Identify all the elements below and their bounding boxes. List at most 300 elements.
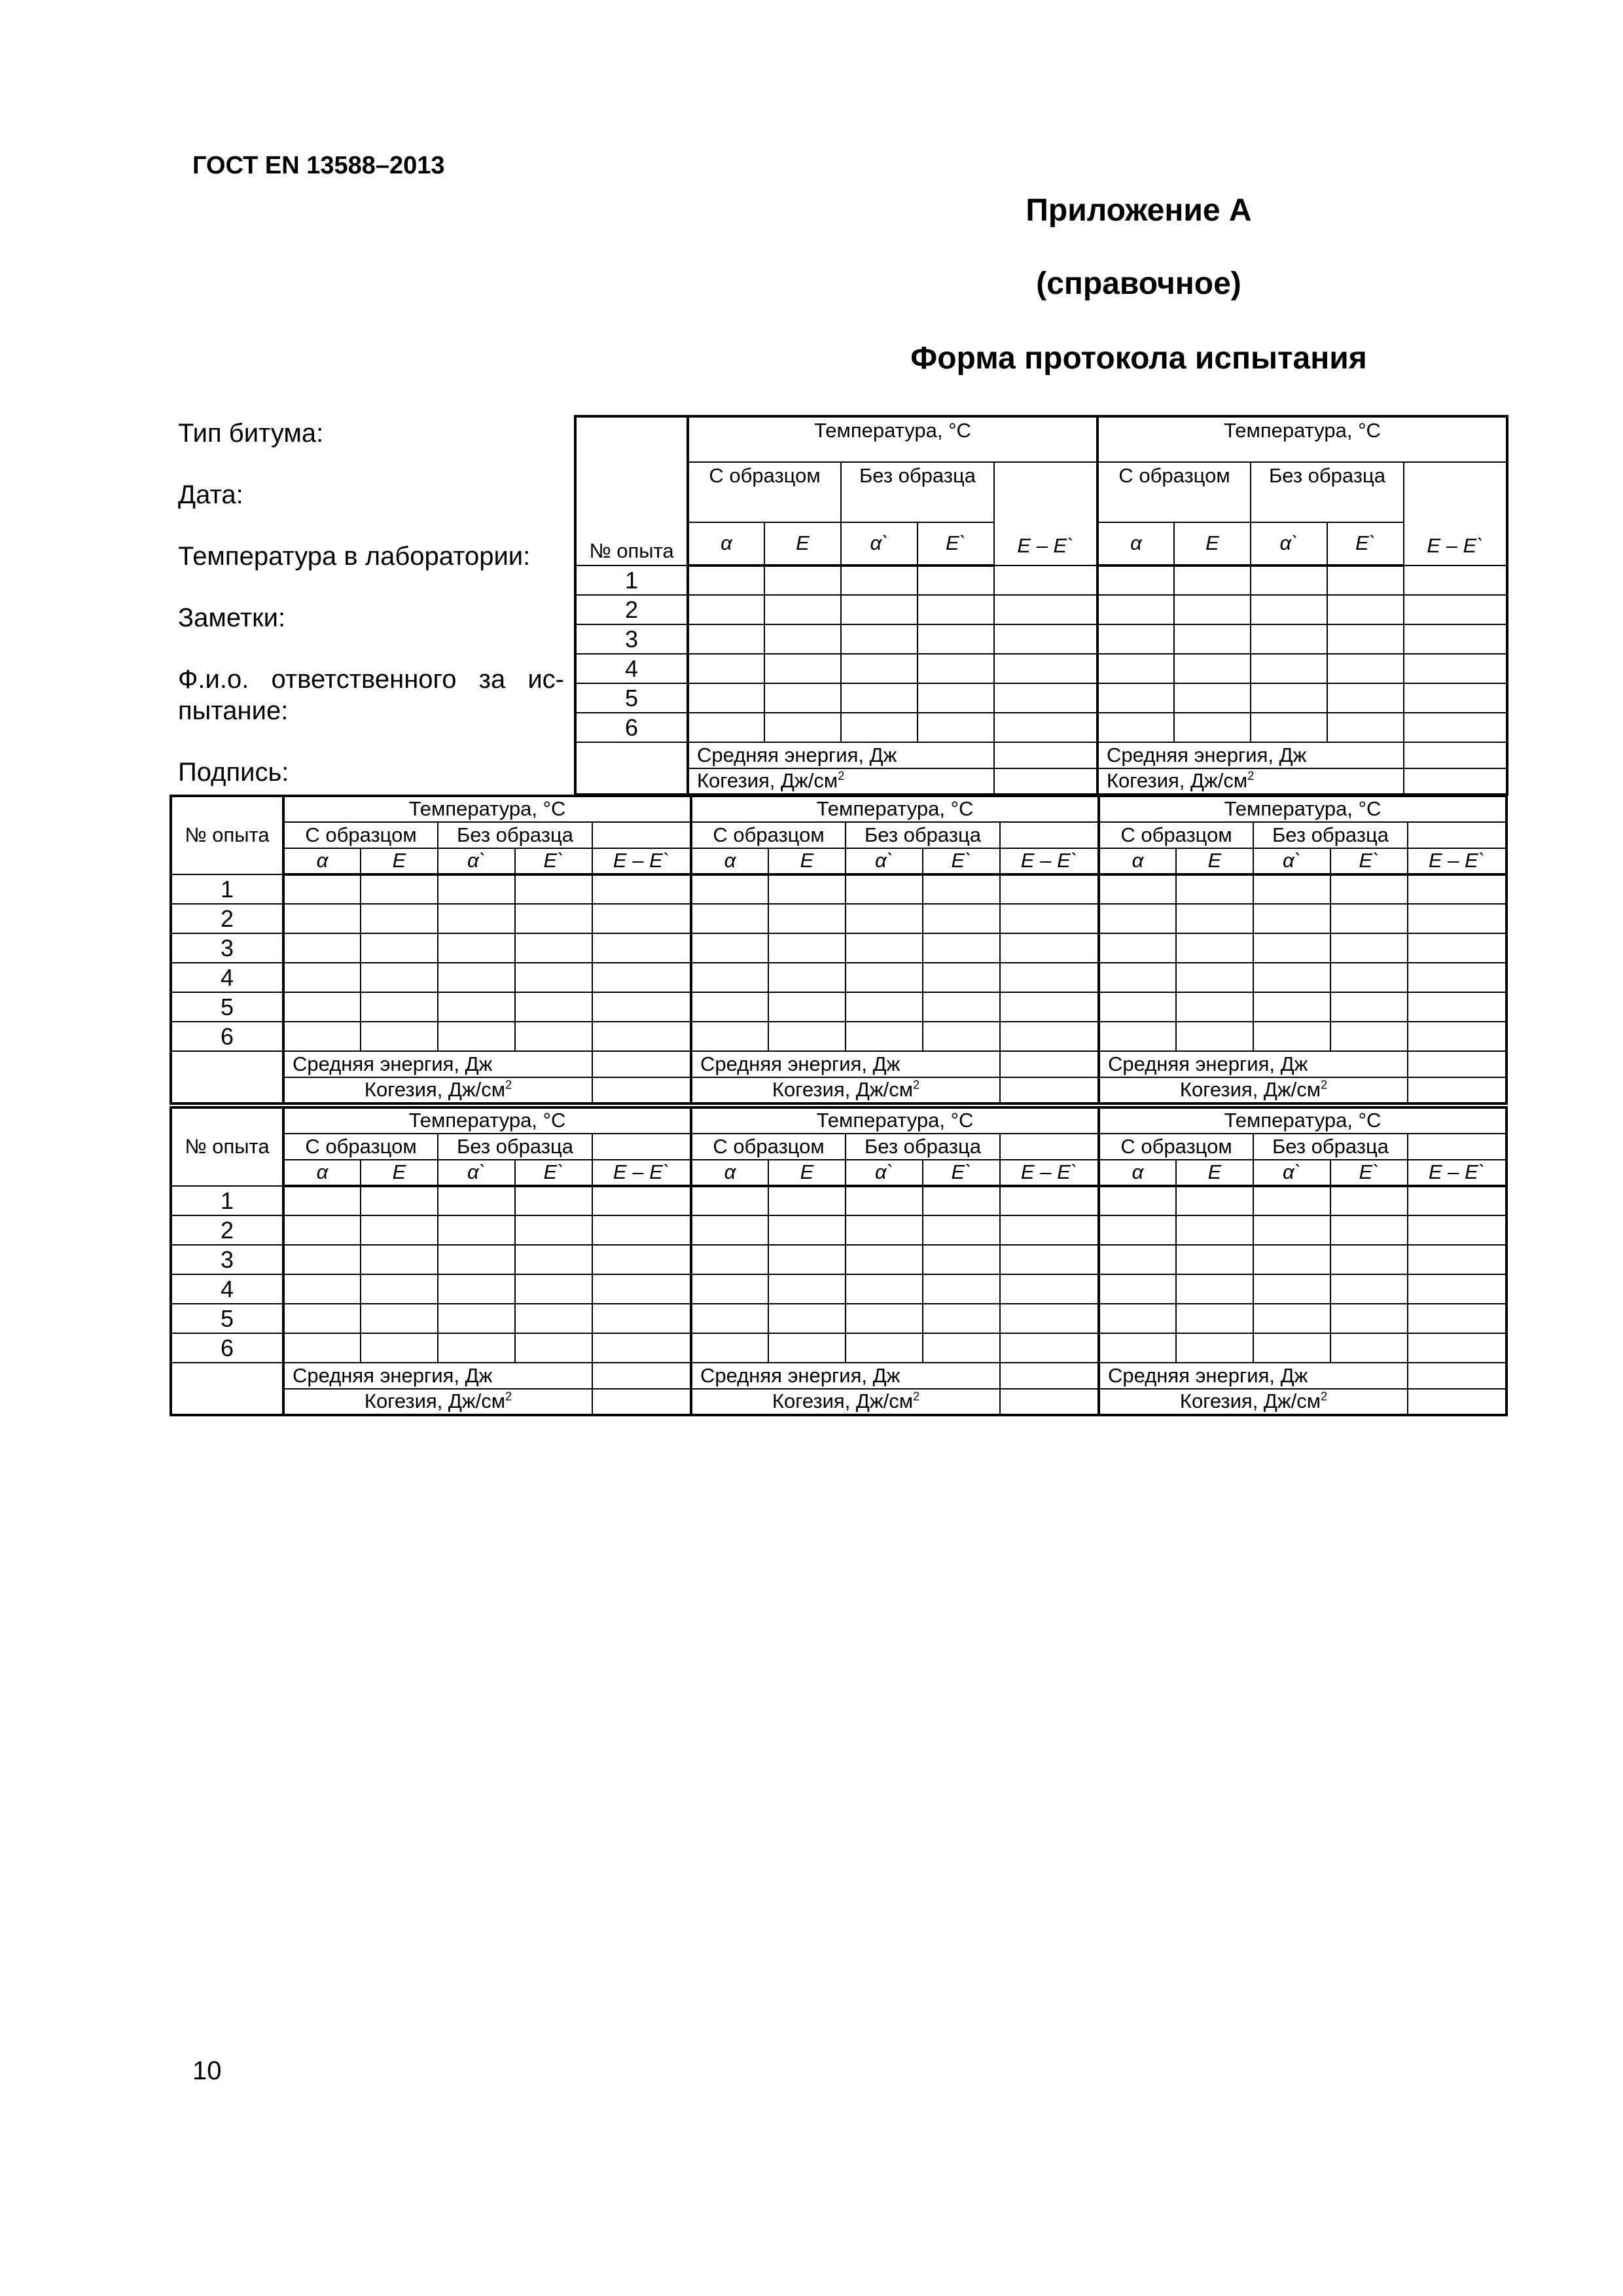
data-cell[interactable] bbox=[1176, 1215, 1253, 1245]
data-cell[interactable] bbox=[592, 1274, 691, 1304]
data-cell[interactable] bbox=[846, 874, 923, 904]
data-cell[interactable] bbox=[768, 874, 846, 904]
data-cell[interactable] bbox=[515, 933, 592, 963]
data-cell[interactable] bbox=[1000, 1215, 1099, 1245]
data-cell[interactable] bbox=[1253, 1186, 1330, 1215]
data-cell[interactable] bbox=[1176, 1333, 1253, 1363]
data-cell[interactable] bbox=[1330, 1304, 1408, 1333]
data-cell[interactable] bbox=[1408, 992, 1507, 1022]
data-cell[interactable] bbox=[1174, 683, 1251, 713]
data-cell[interactable] bbox=[1251, 713, 1327, 742]
temperature-header: Температура, °C bbox=[1099, 1107, 1507, 1134]
data-cell[interactable] bbox=[438, 1245, 515, 1274]
data-cell[interactable] bbox=[361, 933, 438, 963]
cohesion-unit-exponent: 2 bbox=[1321, 1390, 1328, 1403]
data-cell[interactable] bbox=[1327, 713, 1404, 742]
data-cell[interactable] bbox=[592, 1186, 691, 1215]
average-energy-value[interactable] bbox=[1000, 1363, 1099, 1389]
data-cell[interactable] bbox=[361, 1245, 438, 1274]
with-sample-header: С образцом bbox=[1099, 1134, 1253, 1160]
data-cell[interactable] bbox=[688, 654, 764, 683]
data-cell[interactable] bbox=[764, 624, 841, 654]
header-row-temperature bbox=[575, 416, 1507, 462]
data-cell[interactable] bbox=[1099, 874, 1176, 904]
alpha-header: α bbox=[1099, 1160, 1176, 1186]
data-cell[interactable] bbox=[438, 1215, 515, 1245]
header-row-temperature bbox=[171, 1107, 1507, 1134]
data-cell[interactable] bbox=[1000, 904, 1099, 933]
temperature-header: Температура, °C bbox=[691, 1107, 1099, 1134]
data-cell[interactable] bbox=[1253, 1215, 1330, 1245]
data-cell[interactable] bbox=[1253, 992, 1330, 1022]
data-cell[interactable] bbox=[1330, 1186, 1408, 1215]
trial-number: 5 bbox=[171, 1304, 283, 1333]
energy-difference-header: E – E` bbox=[1408, 848, 1507, 874]
data-cell[interactable] bbox=[1253, 933, 1330, 963]
data-cell[interactable] bbox=[841, 654, 918, 683]
data-cell[interactable] bbox=[1099, 933, 1176, 963]
cohesion-value[interactable] bbox=[1408, 1077, 1507, 1103]
empty-cell bbox=[1408, 822, 1507, 848]
data-cell[interactable] bbox=[438, 1304, 515, 1333]
data-cell[interactable] bbox=[1251, 654, 1327, 683]
data-cell[interactable] bbox=[1000, 874, 1099, 904]
data-cell[interactable] bbox=[1327, 565, 1404, 595]
data-cell[interactable] bbox=[1404, 683, 1507, 713]
data-cell[interactable] bbox=[1330, 904, 1408, 933]
data-cell[interactable] bbox=[918, 713, 994, 742]
data-cell[interactable] bbox=[515, 1245, 592, 1274]
data-cell[interactable] bbox=[846, 904, 923, 933]
cohesion-value[interactable] bbox=[592, 1077, 691, 1103]
data-cell[interactable] bbox=[846, 933, 923, 963]
average-energy-value[interactable] bbox=[592, 1051, 691, 1077]
empty-cell bbox=[1408, 1134, 1507, 1160]
data-cell[interactable] bbox=[1097, 683, 1174, 713]
data-cell[interactable] bbox=[923, 1274, 1000, 1304]
cohesion-unit-exponent: 2 bbox=[1321, 1078, 1328, 1092]
with-sample-header: С образцом bbox=[1099, 822, 1253, 848]
data-cell[interactable] bbox=[438, 1022, 515, 1051]
energy-difference-header: E – E` bbox=[592, 1160, 691, 1186]
data-cell[interactable] bbox=[1099, 904, 1176, 933]
data-cell[interactable] bbox=[1408, 1274, 1507, 1304]
data-cell[interactable] bbox=[994, 683, 1097, 713]
data-cell[interactable] bbox=[438, 1333, 515, 1363]
data-cell[interactable] bbox=[994, 624, 1097, 654]
data-cell[interactable] bbox=[691, 933, 768, 963]
data-cell[interactable] bbox=[361, 1274, 438, 1304]
data-cell[interactable] bbox=[1330, 1245, 1408, 1274]
average-energy-label: Средняя энергия, Дж bbox=[283, 1363, 592, 1389]
data-cell[interactable] bbox=[688, 595, 764, 624]
data-cell[interactable] bbox=[1253, 1304, 1330, 1333]
data-cell[interactable] bbox=[1408, 1245, 1507, 1274]
data-cell[interactable] bbox=[688, 683, 764, 713]
data-cell[interactable] bbox=[918, 595, 994, 624]
data-cell[interactable] bbox=[994, 565, 1097, 595]
data-cell[interactable] bbox=[1253, 1274, 1330, 1304]
cohesion-label bbox=[691, 1077, 1000, 1103]
data-cell[interactable] bbox=[918, 654, 994, 683]
data-cell[interactable] bbox=[1099, 1215, 1176, 1245]
data-cell[interactable] bbox=[1000, 992, 1099, 1022]
empty-cell bbox=[171, 1051, 283, 1103]
cohesion-value[interactable] bbox=[1000, 1389, 1099, 1415]
data-cell[interactable] bbox=[768, 992, 846, 1022]
energy-difference-header: E – E` bbox=[592, 848, 691, 874]
with-sample-header: С образцом bbox=[283, 1134, 438, 1160]
data-cell[interactable] bbox=[923, 1215, 1000, 1245]
cohesion-value[interactable] bbox=[1408, 1389, 1507, 1415]
data-cell[interactable] bbox=[923, 1186, 1000, 1215]
data-cell[interactable] bbox=[923, 992, 1000, 1022]
data-cell[interactable] bbox=[918, 683, 994, 713]
data-cell[interactable] bbox=[846, 1304, 923, 1333]
data-cell[interactable] bbox=[1408, 1186, 1507, 1215]
data-cell[interactable] bbox=[283, 874, 361, 904]
data-cell[interactable] bbox=[283, 1274, 361, 1304]
data-cell[interactable] bbox=[994, 654, 1097, 683]
data-cell[interactable] bbox=[1404, 713, 1507, 742]
energy-prime-header: E` bbox=[1330, 848, 1408, 874]
data-cell[interactable] bbox=[846, 1274, 923, 1304]
data-cell[interactable] bbox=[515, 1304, 592, 1333]
data-cell[interactable] bbox=[923, 904, 1000, 933]
data-cell[interactable] bbox=[691, 1333, 768, 1363]
energy-header: E bbox=[764, 522, 841, 565]
data-cell[interactable] bbox=[841, 683, 918, 713]
without-sample-header: Без образца bbox=[1251, 462, 1404, 522]
data-cell[interactable] bbox=[923, 963, 1000, 992]
data-cell[interactable] bbox=[923, 1245, 1000, 1274]
data-cell[interactable] bbox=[1000, 933, 1099, 963]
data-cell[interactable] bbox=[768, 1186, 846, 1215]
data-cell[interactable] bbox=[923, 1333, 1000, 1363]
data-cell[interactable] bbox=[1097, 595, 1174, 624]
data-cell[interactable] bbox=[283, 1304, 361, 1333]
data-cell[interactable] bbox=[1000, 1274, 1099, 1304]
alpha-prime-header: α` bbox=[438, 848, 515, 874]
trial-number: 6 bbox=[575, 713, 688, 742]
temperature-header: Температура, °C bbox=[1099, 796, 1507, 822]
empty-cell bbox=[592, 1134, 691, 1160]
data-cell[interactable] bbox=[691, 992, 768, 1022]
data-cell[interactable] bbox=[438, 992, 515, 1022]
energy-header: E bbox=[768, 848, 846, 874]
data-cell[interactable] bbox=[1097, 713, 1174, 742]
data-cell[interactable] bbox=[691, 874, 768, 904]
data-cell[interactable] bbox=[1408, 963, 1507, 992]
data-cell[interactable] bbox=[438, 1274, 515, 1304]
data-cell[interactable] bbox=[1253, 963, 1330, 992]
data-cell[interactable] bbox=[438, 933, 515, 963]
cohesion-label bbox=[1099, 1077, 1408, 1103]
data-cell[interactable] bbox=[592, 1215, 691, 1245]
data-cell[interactable] bbox=[768, 933, 846, 963]
trial-number: 1 bbox=[171, 874, 283, 904]
trial-number: 2 bbox=[171, 1215, 283, 1245]
data-cell[interactable] bbox=[764, 713, 841, 742]
data-cell[interactable] bbox=[1099, 1022, 1176, 1051]
data-cell[interactable] bbox=[1176, 1186, 1253, 1215]
appendix-type: (справочное) bbox=[1036, 266, 1241, 301]
data-cell[interactable] bbox=[691, 1022, 768, 1051]
data-cell[interactable] bbox=[1251, 683, 1327, 713]
data-cell[interactable] bbox=[688, 565, 764, 595]
data-cell[interactable] bbox=[1408, 1304, 1507, 1333]
data-cell[interactable] bbox=[1330, 1274, 1408, 1304]
data-cell[interactable] bbox=[1097, 624, 1174, 654]
average-energy-value[interactable] bbox=[592, 1363, 691, 1389]
data-cell[interactable] bbox=[841, 713, 918, 742]
data-cell[interactable] bbox=[592, 1245, 691, 1274]
data-cell[interactable] bbox=[923, 933, 1000, 963]
data-cell[interactable] bbox=[438, 1186, 515, 1215]
data-cell[interactable] bbox=[361, 904, 438, 933]
data-cell[interactable] bbox=[1097, 654, 1174, 683]
data-cell[interactable] bbox=[1253, 874, 1330, 904]
data-cell[interactable] bbox=[283, 933, 361, 963]
data-cell[interactable] bbox=[768, 1245, 846, 1274]
data-cell[interactable] bbox=[691, 1215, 768, 1245]
data-cell[interactable] bbox=[283, 1186, 361, 1215]
data-cell[interactable] bbox=[592, 904, 691, 933]
data-cell[interactable] bbox=[438, 874, 515, 904]
data-cell[interactable] bbox=[1251, 565, 1327, 595]
data-cell[interactable] bbox=[1330, 963, 1408, 992]
data-cell[interactable] bbox=[361, 1333, 438, 1363]
data-cell[interactable] bbox=[515, 963, 592, 992]
data-cell[interactable] bbox=[1251, 595, 1327, 624]
average-energy-value[interactable] bbox=[1000, 1051, 1099, 1077]
data-cell[interactable] bbox=[1099, 1186, 1176, 1215]
data-cell[interactable] bbox=[923, 874, 1000, 904]
data-cell[interactable] bbox=[515, 874, 592, 904]
data-cell[interactable] bbox=[1176, 904, 1253, 933]
data-cell[interactable] bbox=[438, 963, 515, 992]
data-cell[interactable] bbox=[1330, 1215, 1408, 1245]
data-cell[interactable] bbox=[1253, 1022, 1330, 1051]
data-cell[interactable] bbox=[1253, 1333, 1330, 1363]
without-sample-header: Без образца bbox=[846, 822, 1000, 848]
data-cell[interactable] bbox=[846, 1245, 923, 1274]
data-cell[interactable] bbox=[1327, 595, 1404, 624]
data-cell[interactable] bbox=[1408, 1022, 1507, 1051]
date-label: Дата: bbox=[178, 480, 243, 509]
data-cell[interactable] bbox=[438, 904, 515, 933]
data-cell[interactable] bbox=[768, 1304, 846, 1333]
cohesion-value[interactable] bbox=[592, 1389, 691, 1415]
responsible-person-label: Ф.и.о. ответственного за ис-пытание: bbox=[178, 665, 564, 725]
data-cell[interactable] bbox=[515, 1186, 592, 1215]
data-cell[interactable] bbox=[1330, 1333, 1408, 1363]
data-cell[interactable] bbox=[1097, 565, 1174, 595]
data-cell[interactable] bbox=[1000, 963, 1099, 992]
protocol-table-2 bbox=[169, 795, 1508, 1105]
data-cell[interactable] bbox=[1253, 1245, 1330, 1274]
data-cell[interactable] bbox=[1174, 595, 1251, 624]
data-cell[interactable] bbox=[846, 1215, 923, 1245]
data-cell[interactable] bbox=[764, 595, 841, 624]
data-cell[interactable] bbox=[515, 992, 592, 1022]
data-cell[interactable] bbox=[1330, 874, 1408, 904]
data-cell[interactable] bbox=[691, 1186, 768, 1215]
data-cell[interactable] bbox=[1408, 1333, 1507, 1363]
data-cell[interactable] bbox=[1176, 1245, 1253, 1274]
table-row bbox=[575, 683, 1507, 713]
data-cell[interactable] bbox=[1404, 565, 1507, 595]
data-cell[interactable] bbox=[768, 1274, 846, 1304]
data-cell[interactable] bbox=[691, 1304, 768, 1333]
data-cell[interactable] bbox=[1099, 963, 1176, 992]
data-cell[interactable] bbox=[1408, 874, 1507, 904]
data-cell[interactable] bbox=[592, 874, 691, 904]
data-cell[interactable] bbox=[841, 565, 918, 595]
data-cell[interactable] bbox=[361, 1186, 438, 1215]
data-cell[interactable] bbox=[846, 1186, 923, 1215]
data-cell[interactable] bbox=[1099, 1304, 1176, 1333]
data-cell[interactable] bbox=[918, 624, 994, 654]
average-energy-value[interactable] bbox=[1404, 742, 1507, 768]
data-cell[interactable] bbox=[283, 1333, 361, 1363]
data-cell[interactable] bbox=[768, 904, 846, 933]
data-cell[interactable] bbox=[592, 1333, 691, 1363]
data-cell[interactable] bbox=[1099, 1245, 1176, 1274]
data-cell[interactable] bbox=[1099, 1333, 1176, 1363]
energy-header: E bbox=[768, 1160, 846, 1186]
data-cell[interactable] bbox=[768, 1022, 846, 1051]
data-cell[interactable] bbox=[1330, 933, 1408, 963]
data-cell[interactable] bbox=[1408, 933, 1507, 963]
data-cell[interactable] bbox=[841, 624, 918, 654]
data-cell[interactable] bbox=[1404, 624, 1507, 654]
header-row-sample bbox=[171, 822, 1507, 848]
data-cell[interactable] bbox=[846, 1022, 923, 1051]
data-cell[interactable] bbox=[283, 904, 361, 933]
data-cell[interactable] bbox=[846, 963, 923, 992]
cohesion-value[interactable] bbox=[1404, 768, 1507, 795]
data-cell[interactable] bbox=[1176, 1304, 1253, 1333]
data-cell[interactable] bbox=[361, 963, 438, 992]
data-cell[interactable] bbox=[688, 713, 764, 742]
data-cell[interactable] bbox=[1404, 654, 1507, 683]
data-cell[interactable] bbox=[1327, 683, 1404, 713]
data-cell[interactable] bbox=[1176, 963, 1253, 992]
cohesion-text: Когезия, Дж/см bbox=[364, 1390, 506, 1413]
data-cell[interactable] bbox=[515, 1215, 592, 1245]
data-cell[interactable] bbox=[1000, 1186, 1099, 1215]
data-cell[interactable] bbox=[1174, 624, 1251, 654]
data-cell[interactable] bbox=[515, 1274, 592, 1304]
data-cell[interactable] bbox=[691, 904, 768, 933]
with-sample-header: С образцом bbox=[1097, 462, 1251, 522]
table-row bbox=[171, 1215, 1507, 1245]
data-cell[interactable] bbox=[1408, 1215, 1507, 1245]
data-cell[interactable] bbox=[764, 683, 841, 713]
data-cell[interactable] bbox=[1251, 624, 1327, 654]
cohesion-value[interactable] bbox=[994, 768, 1097, 795]
data-cell[interactable] bbox=[1327, 624, 1404, 654]
data-cell[interactable] bbox=[691, 963, 768, 992]
data-cell[interactable] bbox=[1176, 1022, 1253, 1051]
data-cell[interactable] bbox=[691, 1245, 768, 1274]
data-cell[interactable] bbox=[1176, 874, 1253, 904]
data-cell[interactable] bbox=[1000, 1333, 1099, 1363]
data-cell[interactable] bbox=[283, 1245, 361, 1274]
data-cell[interactable] bbox=[1000, 1304, 1099, 1333]
data-cell[interactable] bbox=[768, 1215, 846, 1245]
data-cell[interactable] bbox=[1176, 1274, 1253, 1304]
data-cell[interactable] bbox=[846, 992, 923, 1022]
data-cell[interactable] bbox=[283, 1215, 361, 1245]
data-cell[interactable] bbox=[1174, 654, 1251, 683]
average-energy-value[interactable] bbox=[994, 742, 1097, 768]
data-cell[interactable] bbox=[1404, 595, 1507, 624]
data-cell[interactable] bbox=[283, 1022, 361, 1051]
data-cell[interactable] bbox=[1174, 713, 1251, 742]
data-cell[interactable] bbox=[592, 963, 691, 992]
data-cell[interactable] bbox=[1327, 654, 1404, 683]
data-cell[interactable] bbox=[923, 1022, 1000, 1051]
data-cell[interactable] bbox=[841, 595, 918, 624]
data-cell[interactable] bbox=[923, 1304, 1000, 1333]
data-cell[interactable] bbox=[764, 654, 841, 683]
table-row bbox=[171, 1304, 1507, 1333]
data-cell[interactable] bbox=[1174, 565, 1251, 595]
data-cell[interactable] bbox=[361, 874, 438, 904]
data-cell[interactable] bbox=[1408, 904, 1507, 933]
data-cell[interactable] bbox=[592, 992, 691, 1022]
energy-header: E bbox=[361, 1160, 438, 1186]
data-cell[interactable] bbox=[994, 595, 1097, 624]
data-cell[interactable] bbox=[592, 933, 691, 963]
data-cell[interactable] bbox=[515, 1333, 592, 1363]
data-cell[interactable] bbox=[764, 565, 841, 595]
data-cell[interactable] bbox=[1176, 992, 1253, 1022]
data-cell[interactable] bbox=[361, 992, 438, 1022]
data-cell[interactable] bbox=[1099, 1274, 1176, 1304]
data-cell[interactable] bbox=[1330, 992, 1408, 1022]
data-cell[interactable] bbox=[1176, 933, 1253, 963]
data-cell[interactable] bbox=[515, 1022, 592, 1051]
data-cell[interactable] bbox=[1000, 1245, 1099, 1274]
cohesion-value[interactable] bbox=[1000, 1077, 1099, 1103]
data-cell[interactable] bbox=[592, 1022, 691, 1051]
average-energy-value[interactable] bbox=[1408, 1363, 1507, 1389]
data-cell[interactable] bbox=[1099, 992, 1176, 1022]
data-cell[interactable] bbox=[1330, 1022, 1408, 1051]
data-cell[interactable] bbox=[361, 1022, 438, 1051]
data-cell[interactable] bbox=[768, 1333, 846, 1363]
data-cell[interactable] bbox=[688, 624, 764, 654]
average-energy-value[interactable] bbox=[1408, 1051, 1507, 1077]
data-cell[interactable] bbox=[592, 1304, 691, 1333]
data-cell[interactable] bbox=[846, 1333, 923, 1363]
data-cell[interactable] bbox=[768, 963, 846, 992]
data-cell[interactable] bbox=[918, 565, 994, 595]
data-cell[interactable] bbox=[994, 713, 1097, 742]
data-cell[interactable] bbox=[283, 992, 361, 1022]
data-cell[interactable] bbox=[1000, 1022, 1099, 1051]
with-sample-header: С образцом bbox=[691, 822, 846, 848]
data-cell[interactable] bbox=[515, 904, 592, 933]
data-cell[interactable] bbox=[283, 963, 361, 992]
data-cell[interactable] bbox=[361, 1215, 438, 1245]
data-cell[interactable] bbox=[1253, 904, 1330, 933]
data-cell[interactable] bbox=[361, 1304, 438, 1333]
data-cell[interactable] bbox=[691, 1274, 768, 1304]
